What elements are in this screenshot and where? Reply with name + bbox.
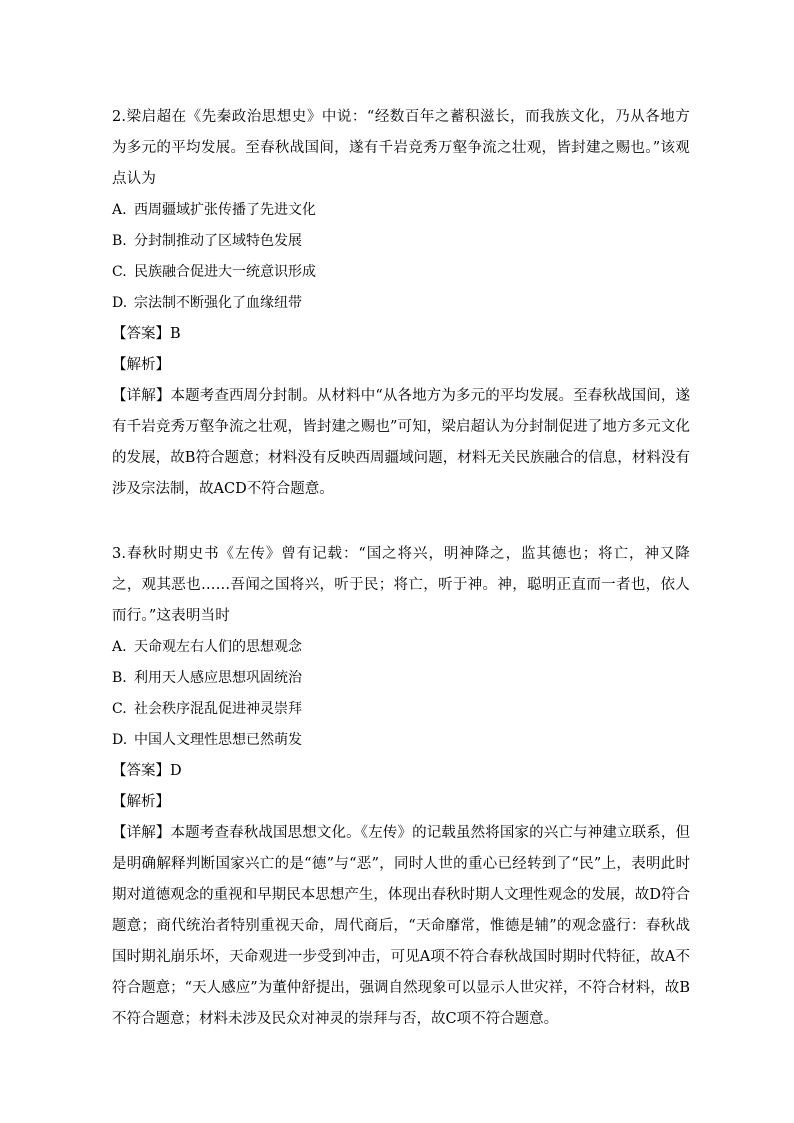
question-stem: 2.梁启超在《先秦政治思想史》中说：“经数百年之蓄积滋长，而我族文化，乃从各地方为多元的平均发展。至春秋战国间，遂有千岩竞秀万壑争流之壮观，皆封建之赐也。”该观点认为	[112, 109, 690, 187]
question-2	[112, 102, 690, 505]
option-letter: C.	[112, 264, 127, 280]
analysis-label: 【解析】	[112, 357, 170, 373]
question-3	[112, 539, 690, 1035]
option-letter: A.	[112, 639, 127, 655]
question-stem: 3.春秋时期史书《左传》曾有记载：“国之将兴，明神降之，监其德也；将亡，神又降之，观其恶也……吾闻之国将兴，听于民；将亡，听于神。神，聪明正直而一者也，依人而行。”这表明当时	[112, 546, 690, 624]
option-b	[112, 226, 690, 257]
option-letter: C.	[112, 701, 127, 717]
option-letter: D.	[112, 732, 128, 748]
option-text: 宗法制不断强化了血缘纽带	[134, 295, 302, 311]
detail-explanation: 【详解】本题考查春秋战国思想文化。《左传》的记载虽然将国家的兴亡与神建立联系，但是明确解释判断国家兴亡的是“德”与“恶”，同时人世的重心已经转到了“民”上，表明此时期对道德观念的重视和早期民本思想产生，体现出春秋时期人文理性观念的发展，故D符合题意；商代统治者特别重视天命，周代商后，“天命靡常，惟德是辅”的观念盛行：春秋战国时期礼崩乐坏，天命观进一步受到冲击，可见A项不符合春秋战国时期时代特征，故A不符合题意；“天人感应”为董仲舒提出，强调自然现象可以显示人世灾祥，不符合材料，故B不符合题意；材料未涉及民众对神灵的崇拜与否，故C项不符合题意。	[112, 825, 690, 1027]
answer-label: 【答案】D	[112, 763, 182, 779]
option-text: 天命观左右人们的思想观念	[134, 639, 302, 655]
option-text: 西周疆域扩张传播了先进文化	[134, 202, 316, 218]
option-d	[112, 288, 690, 319]
analysis-label: 【解析】	[112, 794, 170, 810]
option-letter: A.	[112, 202, 127, 218]
answer-label: 【答案】B	[112, 326, 181, 342]
option-text: 分封制推动了区域特色发展	[134, 233, 302, 249]
option-b	[112, 663, 690, 694]
option-text: 中国人文理性思想已然萌发	[134, 732, 302, 748]
option-letter: D.	[112, 295, 128, 311]
option-d	[112, 725, 690, 756]
option-letter: B.	[112, 670, 127, 686]
option-text: 社会秩序混乱促进神灵崇拜	[134, 701, 302, 717]
option-c	[112, 694, 690, 725]
option-letter: B.	[112, 233, 127, 249]
option-a	[112, 632, 690, 663]
option-c	[112, 257, 690, 288]
option-text: 民族融合促进大一统意识形成	[134, 264, 316, 280]
option-a	[112, 195, 690, 226]
option-text: 利用天人感应思想巩固统治	[134, 670, 302, 686]
detail-explanation: 【详解】本题考查西周分封制。从材料中“从各地方为多元的平均发展。至春秋战国间，遂有千岩竞秀万壑争流之壮观，皆封建之赐也”可知，梁启超认为分封制促进了地方多元文化的发展，故B符合题意；材料没有反映西周疆域问题，材料无关民族融合的信息，材料没有涉及宗法制，故ACD不符合题意。	[112, 388, 690, 497]
